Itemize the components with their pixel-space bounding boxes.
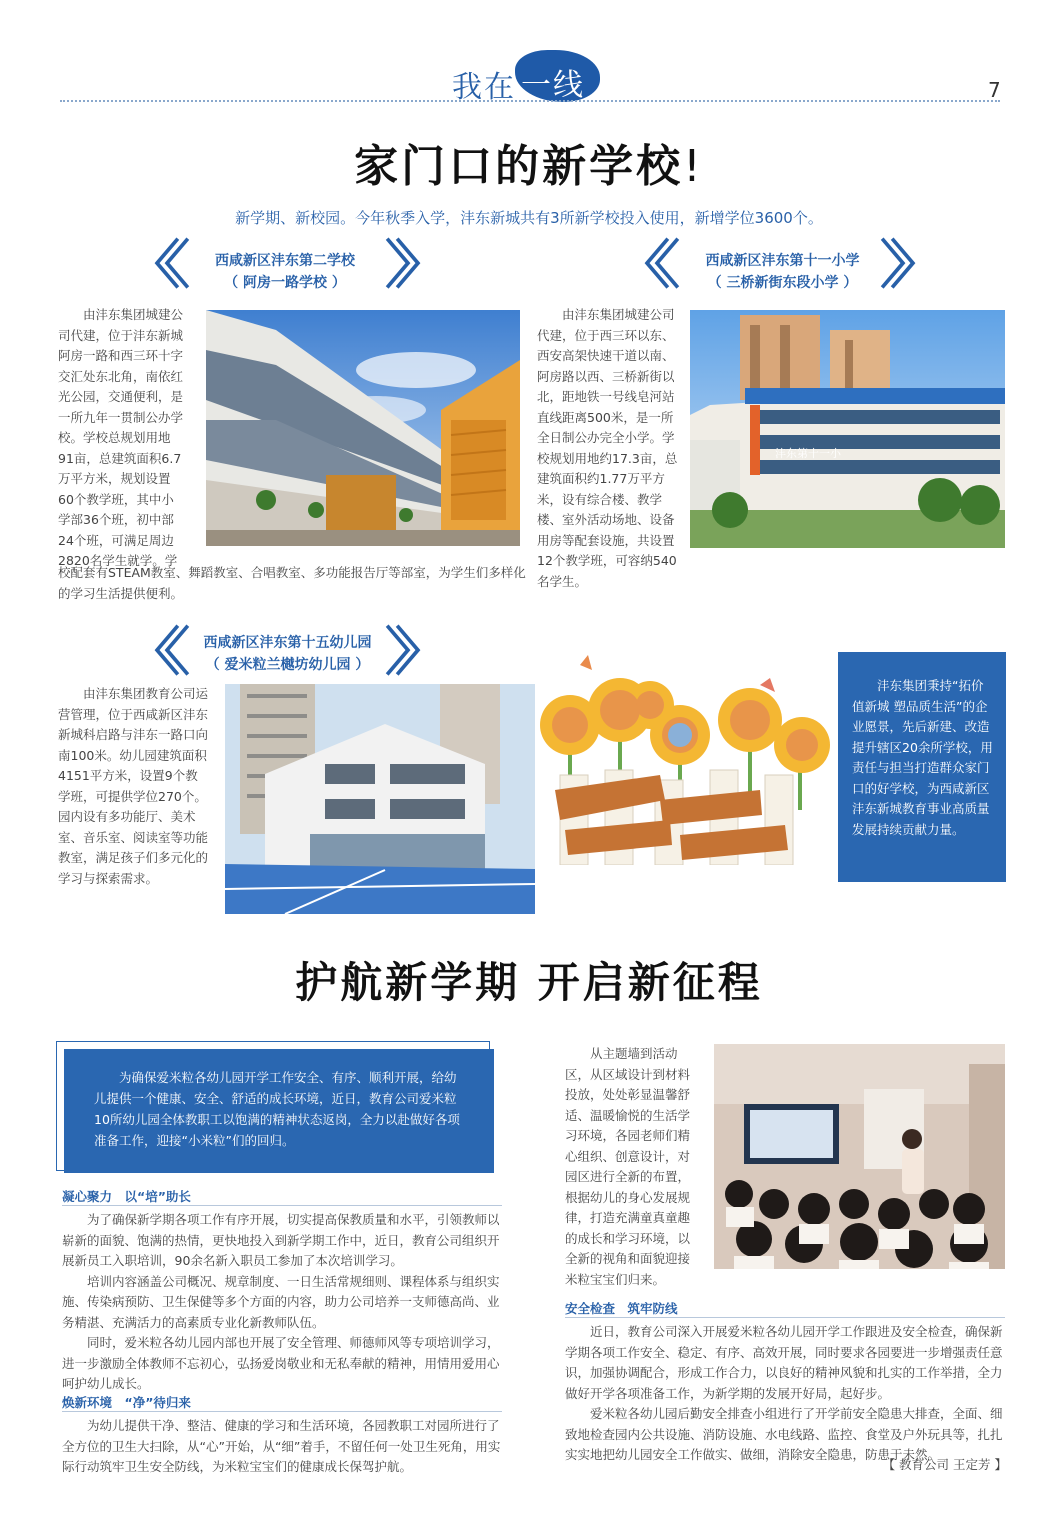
chevron-right-icon: 〉〉	[880, 236, 927, 296]
training-text: 为了确保新学期各项工作有序开展，切实提高保教质量和水平，引领教师以崭新的面貌、饱满的热情，更快地投入到新学期工作中，近日，教育公司组织开展新员工入职培训，90余名新入职员工参加了本次培训学习。 培训内容涵盖公司概况、规章制度、一日生活常规细则、课程体系与组织实施、传染病预防、卫生保健等多个方面的内容，助力公司培养一支师德高尚、业务精湛、充满活力的高素质专业化新教师队伍。 同时，爱米粒各幼儿园内部也开展了安全管理、师德师风等专项培训学习，进一步激励全体教师不忘初心，弘扬爱岗敬业和无私奉献的精神，用情用爱用心呵护幼儿成长。	[62, 1212, 500, 1391]
school-b-photo	[690, 310, 1005, 548]
lead-box: 为确保爱米粒各幼儿园开学工作安全、有序、顺利开展，给幼儿提供一个健康、安全、舒适的成长环境，近日，教育公司爱米粒10所幼儿园全体教职工以饱满的精神状态返岗，全力以赴做好各项准备工作，迎接“小米粒”们的回归。	[64, 1049, 494, 1173]
page-number: 7	[988, 78, 1001, 102]
column-title: 我在	[452, 70, 516, 105]
safety-text: 近日，教育公司深入开展爱米粒各幼儿园开学工作跟进及安全检查，确保新学期各项工作安全、稳定、有序、高效开展，同时要求各园要进一步增强责任意识，加强协调配合，形成工作合力，以良好的精神风貌和扎实的工作举措，全力做好开学各项准备工作，为新学期的发展开好局，起好步。 爱米粒各幼儿园后勤安全排查小组进行了开学前安全隐患大排查，全面、细致地检查园内公共设施、消防设施、水电线路、监控、食堂及户外玩具等，扎扎实实地把幼儿园安全工作做实、做细，消除安全隐患，防患于未然。	[565, 1324, 1003, 1462]
school-b-heading: 西咸新区沣东第十一小学 （ 三桥新街东段小学 ）	[705, 253, 860, 291]
article-title-2: 护航新学期 开启新征程	[295, 958, 763, 1007]
environment-text: 从主题墙到活动区，从区域设计到材料投放，处处彰显温馨舒适、温暖愉悦的生活学习环境，各园老师们精心组织、创意设计，对园区进行全新的布置，根据幼儿的身心发展规律，打造充满童真童趣的成长和学习环境，以全新的视角和面貌迎接米粒宝宝们归来。	[565, 1046, 691, 1287]
school-c-heading: 西咸新区沣东第十五幼儿园 （ 爱米粒兰樾坊幼儿园 ）	[203, 635, 372, 673]
byline: 【 教育公司 王定芳 】	[882, 1457, 1007, 1472]
subhead-rule	[62, 1205, 502, 1206]
chevron-right-icon: 〉〉	[385, 236, 432, 296]
school-a-text: 由沣东集团城建公司代建，位于沣东新城阿房一路和西三环十字交汇处东北角，南依红光公园，交通便利，是一所九年一贯制公办学校。学校总规划用地91亩，总建筑面积6.7万平方米，规划设置60个教学班，其中小学部36个班，初中部24个班，可满足周边2820名学生就学。学	[58, 307, 184, 568]
school-a-text-cont: 校配套有STEAM教室、舞蹈教室、合唱教室、多功能报告厅等部室，为学生们多样化的学习生活提供便利。	[58, 565, 526, 601]
chevron-left-icon: 〈〈	[128, 623, 175, 683]
sunflower-fence-illustration	[530, 650, 835, 865]
subhead-cleaning: 焕新环境 “净”待归来	[62, 1395, 191, 1410]
school-b-building-sign: 沣东第十一小	[775, 447, 841, 460]
subhead-training: 凝心聚力 以“培”助长	[62, 1189, 191, 1204]
school-b-text: 由沣东集团城建公司代建，位于西三环以东、西安高架快速干道以南、阿房路以西、三桥新街以北，距地铁一号线皂河站直线距离500米，是一所全日制公办完全小学。学校规划用地约17.3亩，总建筑面积约1.77万平方米，设有综合楼、教学楼、室外活动场地、设备用房等配套设施，共设置12个教学班，可容纳540名学生。	[537, 307, 678, 589]
subhead-safety: 安全检查 筑牢防线	[565, 1301, 678, 1316]
subhead-rule	[62, 1411, 502, 1412]
chevron-left-icon: 〈〈	[128, 236, 175, 296]
column-title-brush: 一线	[521, 68, 585, 103]
school-a-heading: 西咸新区沣东第二学校 （ 阿房一路学校 ）	[215, 253, 355, 291]
school-c-photo	[225, 684, 535, 914]
chevron-left-icon: 〈〈	[618, 236, 665, 296]
article-title-1: 家门口的新学校!	[354, 141, 704, 192]
cleaning-text: 为幼儿提供干净、整洁、健康的学习和生活环境，各园教职工对园所进行了全方位的卫生大扫除，从“心”开始，从“细”着手，不留任何一处卫生死角，用实际行动筑牢卫生安全防线，为米粒宝宝们的健康成长保驾护航。	[62, 1418, 501, 1474]
header-divider	[60, 100, 1000, 102]
training-classroom-photo	[714, 1044, 1005, 1269]
chevron-right-icon: 〉〉	[385, 623, 432, 683]
sidebox-text: 沣东集团秉持“拓价值新城 塑品质生活”的企业愿景，先后新建、改造提升辖区20余所学校，用责任与担当打造群众家门口的好学校，为西咸新区沣东新城教育事业高质量发展持续贡献力量。	[852, 678, 993, 837]
school-c-text: 由沣东集团教育公司运营管理，位于西咸新区沣东新城科启路与沣东一路口向南100米。幼儿园建筑面积4151平方米，设置9个教学班，可提供学位270个。园内设有多功能厅、美术室、音乐室、阅读室等功能教室，满足孩子们多元化的学习与探索需求。	[58, 686, 209, 886]
article-intro: 新学期、新校园。今年秋季入学，沣东新城共有3所新学校投入使用，新增学位3600个。	[235, 209, 823, 227]
subhead-rule	[565, 1317, 1005, 1318]
school-a-photo	[206, 310, 520, 546]
